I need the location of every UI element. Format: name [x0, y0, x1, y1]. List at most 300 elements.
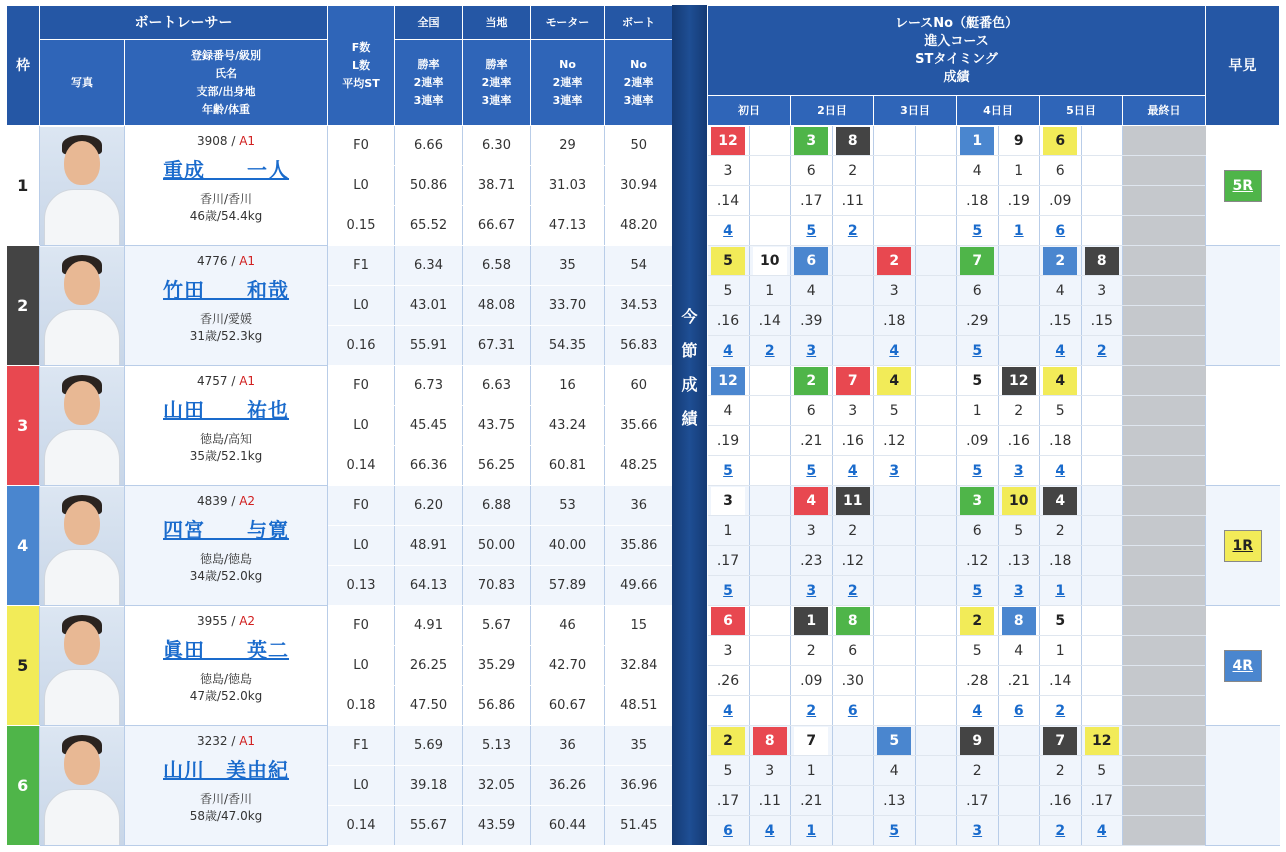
session-cell	[998, 366, 1040, 396]
racer-class: A1	[239, 374, 256, 388]
result-link[interactable]: 2	[764, 342, 775, 359]
session-cell	[832, 276, 874, 306]
session-cell	[957, 606, 999, 636]
racer-name-link[interactable]: 眞田 英二	[163, 638, 289, 662]
result-link[interactable]: 5	[889, 822, 900, 839]
mot-value: 36.26	[531, 766, 605, 806]
hayami-cell	[1206, 366, 1280, 486]
session-cell	[874, 546, 916, 576]
result-link[interactable]: 6	[1055, 222, 1066, 239]
session-cell	[791, 576, 833, 606]
session-cell	[874, 186, 916, 216]
result-link[interactable]: 6	[847, 702, 858, 719]
racer-class: A1	[239, 134, 256, 148]
session-cell	[1123, 126, 1165, 156]
session-cell: .14	[749, 306, 791, 336]
racer-name-link[interactable]: 山田 祐也	[163, 398, 289, 422]
race-no-badge: 5	[877, 727, 911, 755]
result-link[interactable]: 2	[1055, 822, 1066, 839]
result-link[interactable]: 2	[847, 222, 858, 239]
session-cell	[915, 156, 957, 186]
racer-info	[125, 606, 328, 726]
mot-value: 46	[531, 606, 605, 646]
session-cell	[915, 816, 957, 846]
racer-photo	[40, 366, 125, 486]
session-cell: 2	[1040, 756, 1082, 786]
result-link[interactable]: 1	[1055, 582, 1066, 599]
age-weight: 34歳/52.0kg	[189, 569, 263, 583]
session-cell	[957, 486, 999, 516]
hayami-link[interactable]: 5R	[1224, 170, 1262, 202]
session-cell	[1081, 576, 1123, 606]
result-link[interactable]: 4	[764, 822, 775, 839]
session-cell	[832, 456, 874, 486]
session-cell	[915, 606, 957, 636]
session-cell: .17	[708, 546, 750, 576]
fl-value: L0	[328, 286, 395, 326]
session-cell	[1123, 636, 1165, 666]
zen-value: 6.66	[395, 126, 463, 166]
session-cell: .19	[998, 186, 1040, 216]
fl-value: F0	[328, 486, 395, 526]
tou-value: 6.88	[463, 486, 531, 526]
race-no-badge: 8	[1002, 607, 1036, 635]
result-link[interactable]: 2	[806, 702, 817, 719]
session-cell	[1081, 456, 1123, 486]
session-cell	[1164, 636, 1206, 666]
result-link[interactable]: 5	[972, 342, 983, 359]
boa-value: 48.25	[605, 446, 673, 486]
separator: /	[227, 254, 240, 268]
fl-value: F1	[328, 246, 395, 286]
racer-name-link[interactable]: 竹田 和哉	[163, 278, 289, 302]
zen-value: 55.91	[395, 326, 463, 366]
session-cell	[1081, 606, 1123, 636]
tou-value: 66.67	[463, 206, 531, 246]
session-cell: 2	[832, 156, 874, 186]
race-no-badge: 4	[1043, 367, 1077, 395]
avatar	[40, 727, 124, 845]
session-cell	[708, 456, 750, 486]
session-cell	[1123, 276, 1165, 306]
session-cell	[832, 816, 874, 846]
result-link[interactable]: 1	[806, 822, 817, 839]
reg-class	[125, 254, 327, 268]
session-cell	[915, 216, 957, 246]
avatar-head	[64, 141, 100, 185]
session-cell: .23	[791, 546, 833, 576]
racer-class: A1	[239, 734, 256, 748]
fl-value: L0	[328, 646, 395, 686]
reg-number: 4776	[196, 254, 228, 268]
session-cell: .09	[1040, 186, 1082, 216]
avatar	[40, 127, 124, 245]
session-cell	[749, 126, 791, 156]
session-cell	[791, 456, 833, 486]
mot-value: 31.03	[531, 166, 605, 206]
session-cell: 3	[791, 516, 833, 546]
session-cell	[1164, 126, 1206, 156]
race-no-badge: 1	[960, 127, 994, 155]
racer-info	[125, 486, 328, 606]
session-cell: 5	[998, 516, 1040, 546]
session-cell	[1123, 426, 1165, 456]
avatar	[40, 247, 124, 365]
tou-value: 38.71	[463, 166, 531, 206]
result-link[interactable]: 5	[806, 222, 817, 239]
session-cell	[791, 606, 833, 636]
waku-number: 1	[7, 126, 40, 246]
separator: /	[227, 734, 240, 748]
result-link[interactable]: 1	[1013, 222, 1024, 239]
result-link[interactable]: 4	[723, 702, 733, 719]
motor-rates-header: No 2連率 3連率	[531, 40, 605, 126]
result-link[interactable]: 4	[889, 342, 900, 359]
waku-number: 4	[7, 486, 40, 606]
fl-value: 0.13	[328, 566, 395, 606]
hayami-cell	[1206, 726, 1280, 846]
avatar-head	[64, 381, 100, 425]
session-cell	[998, 816, 1040, 846]
session-cell	[915, 726, 957, 756]
hayami-cell	[1206, 486, 1280, 606]
session-cell	[1081, 246, 1123, 276]
result-link[interactable]: 2	[1055, 702, 1066, 719]
session-cell	[749, 246, 791, 276]
mot-value: 29	[531, 126, 605, 166]
mot-value: 16	[531, 366, 605, 406]
session-cell	[1040, 726, 1082, 756]
racer-photo	[40, 126, 125, 246]
boat-rates-header: No 2連率 3連率	[605, 40, 673, 126]
tou-value: 6.30	[463, 126, 531, 166]
race-no-badge: 2	[711, 727, 745, 755]
mot-value: 36	[531, 726, 605, 766]
mot-value: 57.89	[531, 566, 605, 606]
session-cell	[957, 696, 999, 726]
session-cell: .13	[874, 786, 916, 816]
boat-header: ボート	[605, 6, 673, 40]
session-cell	[749, 336, 791, 366]
mot-value: 47.13	[531, 206, 605, 246]
result-link[interactable]: 6	[1013, 702, 1024, 719]
session-cell	[749, 636, 791, 666]
session-cell	[708, 726, 750, 756]
session-cell: .17	[791, 186, 833, 216]
result-link[interactable]: 4	[723, 342, 733, 359]
session-cell	[1164, 216, 1206, 246]
result-link[interactable]: 3	[1013, 462, 1024, 479]
zen-value: 39.18	[395, 766, 463, 806]
reg-class	[125, 614, 327, 628]
result-link[interactable]: 5	[723, 582, 733, 599]
session-cell	[832, 576, 874, 606]
race-no-badge: 7	[836, 367, 870, 395]
racer-info	[125, 126, 328, 246]
session-cell: .14	[708, 186, 750, 216]
session-cell	[957, 366, 999, 396]
session-cell	[708, 486, 750, 516]
photo-header: 写真	[40, 40, 125, 126]
touchi-rates-header: 勝率 2連率 3連率	[463, 40, 531, 126]
session-cell: .18	[874, 306, 916, 336]
zen-value: 50.86	[395, 166, 463, 206]
tou-value: 5.13	[463, 726, 531, 766]
session-cell	[832, 246, 874, 276]
zen-value: 26.25	[395, 646, 463, 686]
boa-value: 54	[605, 246, 673, 286]
session-cell: 5	[1040, 396, 1082, 426]
session-cell	[1040, 366, 1082, 396]
mot-value: 40.00	[531, 526, 605, 566]
session-cell	[708, 606, 750, 636]
session-cell	[1081, 336, 1123, 366]
session-cell	[708, 366, 750, 396]
day-header: 初日	[708, 96, 791, 126]
session-cell	[915, 786, 957, 816]
branch: 香川/愛媛	[199, 312, 253, 326]
hayami-link[interactable]: 4R	[1224, 650, 1262, 682]
result-link[interactable]: 4	[723, 222, 733, 239]
day-header: 5日目	[1040, 96, 1123, 126]
session-cell	[749, 816, 791, 846]
session-cell: 4	[998, 636, 1040, 666]
session-cell	[957, 816, 999, 846]
session-cell	[832, 786, 874, 816]
session-cell	[1164, 726, 1206, 756]
race-no-badge: 11	[836, 487, 870, 515]
session-cell: 5	[708, 276, 750, 306]
mot-value: 60.44	[531, 806, 605, 846]
result-link[interactable]: 4	[1055, 462, 1066, 479]
session-cell	[1164, 816, 1206, 846]
result-link[interactable]: 3	[972, 822, 983, 839]
session-cell	[1081, 726, 1123, 756]
session-cell	[1123, 516, 1165, 546]
session-cell	[915, 486, 957, 516]
race-no-badge: 3	[794, 127, 828, 155]
fl-value: 0.15	[328, 206, 395, 246]
session-cell	[791, 126, 833, 156]
result-link[interactable]: 4	[972, 702, 983, 719]
session-cell	[1164, 336, 1206, 366]
session-cell: 6	[832, 636, 874, 666]
result-link[interactable]: 4	[847, 462, 858, 479]
session-cell	[1164, 786, 1206, 816]
result-link[interactable]: 3	[889, 462, 900, 479]
race-no-badge: 6	[711, 607, 745, 635]
session-cell	[708, 336, 750, 366]
result-link[interactable]: 3	[806, 582, 817, 599]
result-link[interactable]: 5	[723, 462, 733, 479]
session-cell	[1040, 126, 1082, 156]
session-cell: .13	[998, 546, 1040, 576]
race-no-badge: 4	[794, 487, 828, 515]
session-cell	[832, 606, 874, 636]
racer-photo	[40, 606, 125, 726]
fl-value: L0	[328, 766, 395, 806]
fl-value: 0.18	[328, 686, 395, 726]
session-cell: 4	[708, 396, 750, 426]
result-link[interactable]: 2	[1096, 342, 1107, 359]
racer-name-link[interactable]: 重成 一人	[163, 158, 289, 182]
info-header: 登録番号/級別 氏名 支部/出身地 年齢/体重	[125, 40, 328, 126]
session-cell	[1164, 456, 1206, 486]
mot-value: 33.70	[531, 286, 605, 326]
boa-value: 35	[605, 726, 673, 766]
race-no-badge: 5	[1043, 607, 1077, 635]
avatar-head	[64, 741, 100, 785]
session-cell	[1123, 156, 1165, 186]
session-cell: .14	[1040, 666, 1082, 696]
waku-number: 6	[7, 726, 40, 846]
tou-value: 32.05	[463, 766, 531, 806]
session-cell: 4	[874, 756, 916, 786]
result-link[interactable]: 6	[723, 822, 733, 839]
result-link[interactable]: 5	[972, 462, 983, 479]
day-header: 4日目	[957, 96, 1040, 126]
session-cell: 1	[957, 396, 999, 426]
zen-value: 65.52	[395, 206, 463, 246]
race-no-badge: 3	[711, 487, 745, 515]
session-cell	[1081, 486, 1123, 516]
result-link[interactable]: 3	[806, 342, 817, 359]
zen-value: 6.20	[395, 486, 463, 526]
session-cell: 2	[998, 396, 1040, 426]
hayami-link[interactable]: 1R	[1224, 530, 1262, 562]
session-cell	[874, 576, 916, 606]
race-no-badge: 6	[794, 247, 828, 275]
race-no-badge: 7	[960, 247, 994, 275]
session-cell	[998, 216, 1040, 246]
reg-class	[125, 134, 327, 148]
zen-value: 5.69	[395, 726, 463, 766]
separator: /	[227, 494, 240, 508]
result-link[interactable]: 4	[1055, 342, 1066, 359]
session-cell	[749, 696, 791, 726]
session-cell	[749, 486, 791, 516]
session-cell	[832, 366, 874, 396]
session-cell: 4	[791, 276, 833, 306]
session-cell	[957, 726, 999, 756]
session-cell	[1123, 696, 1165, 726]
session-cell	[957, 246, 999, 276]
racer-info	[125, 246, 328, 366]
session-cell: .17	[708, 786, 750, 816]
racer-name-link[interactable]: 山川 美由紀	[163, 758, 289, 782]
race-no-badge: 5	[711, 247, 745, 275]
result-link[interactable]: 5	[972, 582, 983, 599]
session-cell: 6	[1040, 156, 1082, 186]
session-cell	[1081, 186, 1123, 216]
session-cell	[1081, 426, 1123, 456]
session-cell: .17	[1081, 786, 1123, 816]
tou-value: 48.08	[463, 286, 531, 326]
session-cell	[1081, 666, 1123, 696]
session-cell	[874, 486, 916, 516]
session-cell	[1123, 816, 1165, 846]
race-no-badge: 2	[960, 607, 994, 635]
reg-number: 4757	[196, 374, 228, 388]
session-cell	[708, 696, 750, 726]
session-cell	[1123, 396, 1165, 426]
tou-value: 6.63	[463, 366, 531, 406]
race-no-badge: 7	[794, 727, 828, 755]
tou-value: 50.00	[463, 526, 531, 566]
waku-number: 5	[7, 606, 40, 726]
separator: /	[227, 134, 240, 148]
session-cell	[915, 666, 957, 696]
racer-name-link[interactable]: 四宮 与寛	[163, 518, 289, 542]
session-cell: .11	[832, 186, 874, 216]
reg-class	[125, 494, 327, 508]
boa-value: 34.53	[605, 286, 673, 326]
waku-number: 3	[7, 366, 40, 486]
hayami-cell	[1206, 606, 1280, 726]
boa-value: 36	[605, 486, 673, 526]
session-cell: 1	[791, 756, 833, 786]
session-cell	[832, 486, 874, 516]
result-link[interactable]: 5	[972, 222, 983, 239]
result-link[interactable]: 5	[806, 462, 817, 479]
racer-info	[125, 366, 328, 486]
session-cell	[1040, 816, 1082, 846]
session-cell	[957, 336, 999, 366]
session-cell: .19	[708, 426, 750, 456]
reg-class	[125, 734, 327, 748]
session-cell: .21	[791, 426, 833, 456]
race-no-badge: 7	[1043, 727, 1077, 755]
fl-value: L0	[328, 166, 395, 206]
session-cell	[998, 336, 1040, 366]
session-cell	[915, 576, 957, 606]
separator: /	[227, 614, 240, 628]
session-cell	[1081, 636, 1123, 666]
session-cell: 2	[791, 636, 833, 666]
avatar-body	[44, 429, 120, 485]
session-cell	[791, 336, 833, 366]
age-weight: 47歳/52.0kg	[189, 689, 263, 703]
session-cell	[874, 606, 916, 636]
result-link[interactable]: 4	[1096, 822, 1107, 839]
fl-value: L0	[328, 406, 395, 446]
session-cell	[749, 666, 791, 696]
avatar	[40, 367, 124, 485]
session-cell	[708, 816, 750, 846]
session-cell	[998, 696, 1040, 726]
result-link[interactable]: 2	[847, 582, 858, 599]
session-cell	[1123, 786, 1165, 816]
session-cell	[915, 306, 957, 336]
session-cell	[749, 156, 791, 186]
session-cell: .15	[1040, 306, 1082, 336]
session-cell	[1040, 216, 1082, 246]
session-cell	[832, 216, 874, 246]
zenkoku-header: 全国	[395, 6, 463, 40]
session-cell	[1164, 576, 1206, 606]
tou-value: 56.86	[463, 686, 531, 726]
result-link[interactable]: 3	[1013, 582, 1024, 599]
session-cell	[1081, 396, 1123, 426]
session-cell	[874, 336, 916, 366]
session-cell: 1	[1040, 636, 1082, 666]
fl-header: F数 L数 平均ST	[328, 6, 395, 126]
session-cell	[874, 516, 916, 546]
waku-number: 2	[7, 246, 40, 366]
session-cell	[791, 216, 833, 246]
race-no-badge: 8	[1085, 247, 1119, 275]
session-cell	[1164, 486, 1206, 516]
